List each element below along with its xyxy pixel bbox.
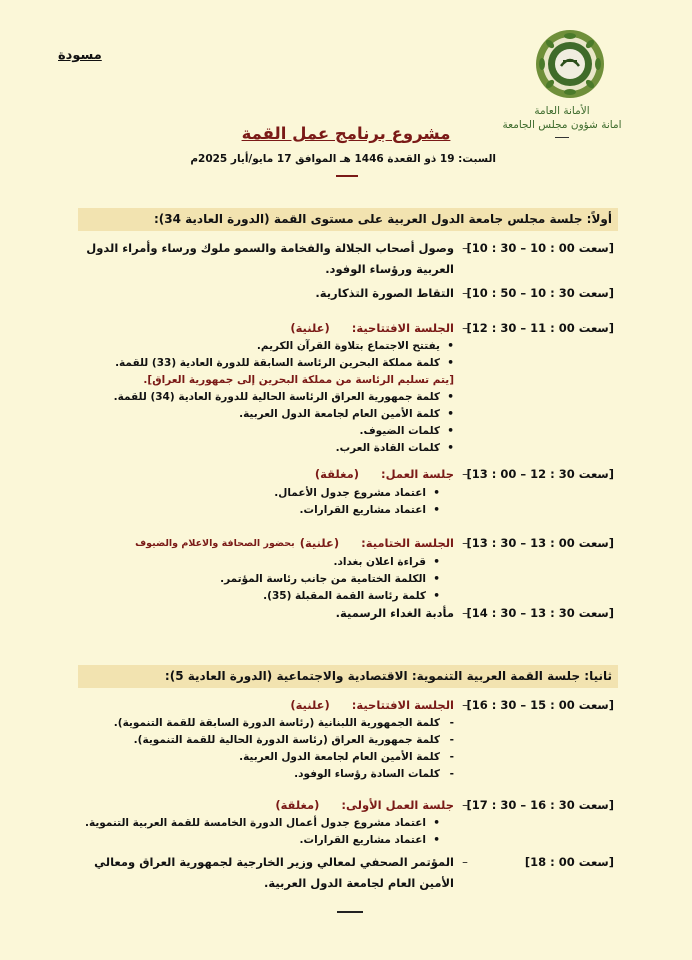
draft-label: مسودة	[58, 48, 102, 63]
list-item: • يفتتح الاجتماع بتلاوة القرآن الكريم.	[114, 338, 454, 355]
list-item: [يتم تسليم الرئاسة من مملكة البحرين إلى جمهورية العراق].	[143, 374, 454, 386]
work-dash: –	[462, 467, 468, 481]
dev-opening-dash: –	[462, 698, 468, 712]
lunch-text: مأدبة الغداء الرسمية.	[335, 606, 454, 620]
work-time: [سعت 30 : 12 – 00 : 13]	[466, 467, 614, 481]
dev-work-row	[74, 795, 614, 816]
press-text: المؤتمر الصحفي لمعالي وزير الخارجية لجمهورية العراق ومعالي الأمين العام لجامعة الدول العربية.	[94, 855, 454, 890]
list-item: • اعتماد مشاريع القرارات.	[85, 832, 440, 849]
work-items	[274, 485, 440, 519]
dev-opening-label: الجلسة الافتتاحية:	[351, 698, 454, 712]
press-row	[74, 852, 614, 894]
closing-dash: –	[462, 536, 468, 550]
closing-label: الجلسة الختامية:	[361, 536, 454, 550]
list-item: • كلمات الضيوف.	[114, 423, 454, 440]
arrival-time: [سعت 00 : 10 – 30 : 10]	[466, 241, 614, 255]
list-item: • اعتماد مشاريع القرارات.	[274, 502, 440, 519]
list-item: • اعتماد مشروع جدول الأعمال.	[274, 485, 440, 502]
press-time: [سعت 00 : 18]	[524, 855, 614, 869]
opening-label: الجلسة الافتتاحية:	[351, 321, 454, 335]
dev-work-label: جلسة العمل الأولى:	[341, 798, 454, 812]
list-item: • كلمة الأمين العام لجامعة الدول العربية.	[114, 406, 454, 423]
closing-items	[220, 554, 440, 605]
dev-opening-time: [سعت 00 : 15 – 30 : 16]	[466, 698, 614, 712]
list-item: - كلمة الأمين العام لجامعة الدول العربية.	[114, 749, 454, 766]
opening-dash: –	[462, 321, 468, 335]
dev-opening-items	[114, 715, 454, 783]
list-item: • كلمة مملكة البحرين الرئاسة السابقة للدورة العادية (33) للقمة.	[114, 355, 454, 372]
dev-work-tag: (مغلقة)	[275, 798, 320, 812]
list-item: - كلمة الجمهورية اللبنانية (رئاسة الدورة السابقة للقمة التنموية).	[114, 715, 454, 732]
opening-tag: (علنية)	[290, 321, 330, 335]
opening-session-row	[74, 318, 614, 339]
list-item: • كلمات القادة العرب.	[114, 440, 454, 457]
photo-row	[74, 283, 614, 304]
org-line-1: الأمانة العامة	[534, 105, 590, 117]
arrival-dash: –	[462, 241, 468, 255]
list-item: - كلمة جمهورية العراق (رئاسة الدورة الحالية للقمة التنموية).	[114, 732, 454, 749]
list-item: • الكلمة الختامية من جانب رئاسة المؤتمر.	[220, 571, 440, 588]
arab-league-emblem-icon	[534, 28, 606, 100]
work-tag: (مغلقة)	[314, 467, 359, 481]
list-item: • كلمة جمهورية العراق الرئاسة الحالية للدورة العادية (34) للقمة.	[114, 389, 454, 406]
org-line-2: امانة شؤون مجلس الجامعة	[502, 119, 622, 131]
photo-time: [سعت 30 : 10 – 50 : 10]	[466, 286, 614, 300]
opening-time: [سعت 00 : 11 – 30 : 12]	[466, 321, 614, 335]
closing-session-row	[74, 533, 614, 554]
list-item: • قراءة اعلان بغداد.	[220, 554, 440, 571]
lunch-dash: –	[462, 606, 468, 620]
date-line: السبت: 19 ذو القعدة 1446 هـ الموافق 17 مايو/أيار 2025م	[190, 153, 496, 165]
work-session-row	[74, 464, 614, 485]
dev-work-dash: –	[462, 798, 468, 812]
list-item: • كلمة رئاسة القمة المقبلة (35).	[220, 588, 440, 605]
photo-text: التقاط الصورة التذكارية.	[315, 286, 454, 300]
lunch-time: [سعت 30 : 13 – 30 : 14]	[466, 606, 614, 620]
photo-dash: –	[462, 286, 468, 300]
dev-opening-tag: (علنية)	[290, 698, 330, 712]
lunch-row	[74, 603, 614, 624]
list-item: - كلمات السادة رؤساء الوفود.	[114, 766, 454, 783]
dev-opening-row	[74, 695, 614, 716]
press-dash: –	[462, 855, 468, 869]
work-label: جلسة العمل:	[381, 467, 454, 481]
closing-note: بحضور الصحافة والاعلام والضيوف	[135, 538, 295, 549]
closing-tag: (علنية)	[299, 536, 340, 550]
page-title: مشروع برنامج عمل القمة	[241, 124, 451, 143]
closing-time: [سعت 00 : 13 – 30 : 13]	[466, 536, 614, 550]
opening-items	[114, 338, 454, 457]
part2-heading: ثانيا: جلسة القمة العربية التنموية: الاقتصادية والاجتماعية (الدورة العادية 5):	[78, 665, 618, 688]
part1-heading: أولاً: جلسة مجلس جامعة الدول العربية على مستوى القمة (الدورة العادية 34):	[78, 208, 618, 231]
dev-work-items	[85, 815, 440, 849]
arrival-row	[74, 238, 614, 280]
dev-work-time: [سعت 30 : 16 – 30 : 17]	[466, 798, 614, 812]
list-item: • اعتماد مشروع جدول أعمال الدورة الخامسة للقمة العربية التنموية.	[85, 815, 440, 832]
arrival-text: وصول أصحاب الجلالة والفخامة والسمو ملوك ورساء وأمراء الدول العربية ورؤساء الوفود.	[86, 241, 454, 276]
end-divider	[337, 911, 363, 913]
title-divider	[336, 175, 358, 177]
